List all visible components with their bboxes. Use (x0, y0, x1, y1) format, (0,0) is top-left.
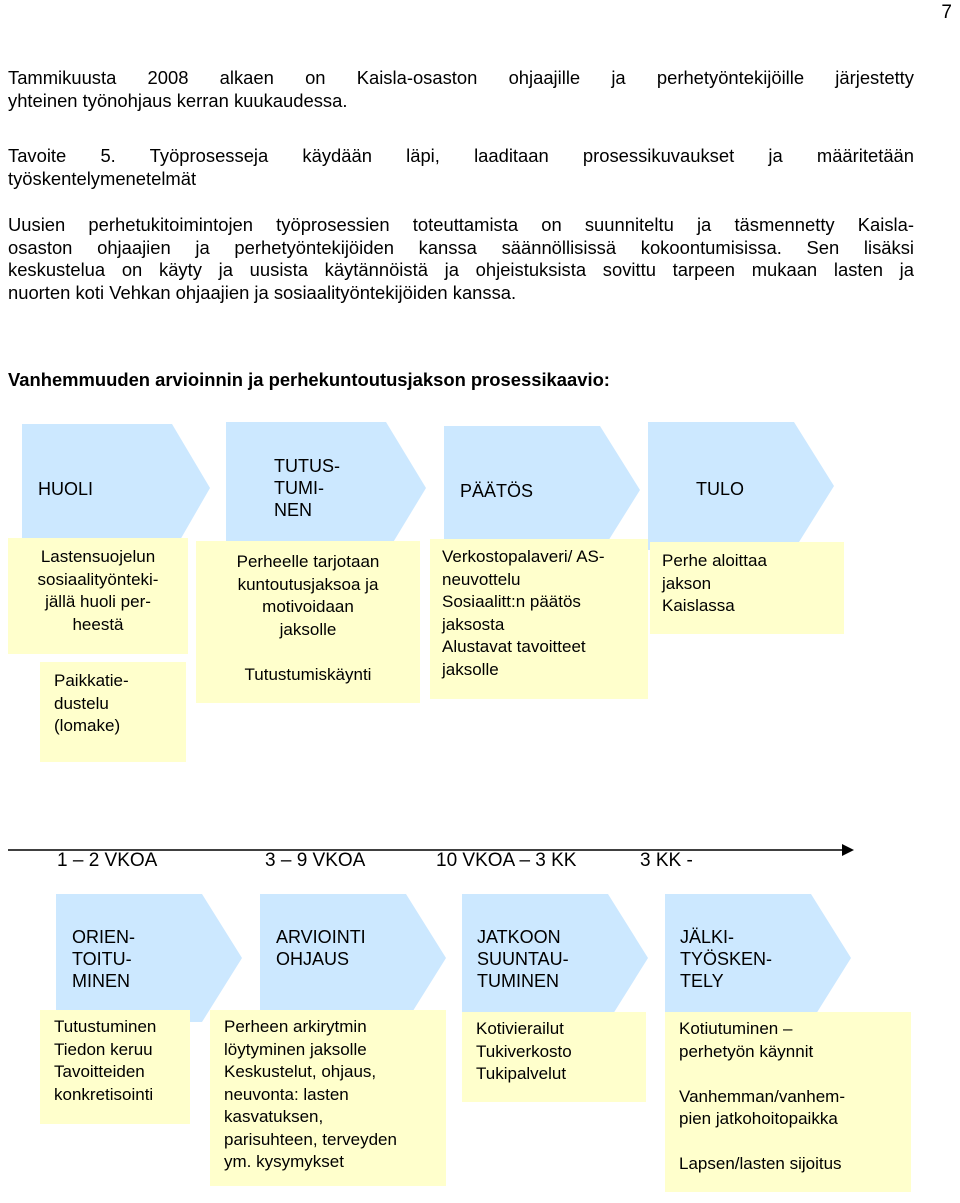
box-huoli-sub: Paikkatie- dustelu (lomake) (40, 662, 186, 762)
paragraph-line: keskustelua on käyty ja uusista käytännöistä ja ohjeistuksista sovittu tarpeen mukaan lasten ja (8, 259, 914, 281)
paragraph-line: nuorten koti Vehkan ohjaajien ja sosiaalityöntekijöiden kanssa. (8, 281, 517, 303)
box-tulo: Perhe aloittaa jakson Kaislassa (650, 542, 844, 634)
paragraph-process (8, 214, 914, 304)
box-tutustuminen: Perheelle tarjotaan kuntoutusjaksoa ja motivoidaan jaksolle Tutustumiskäynti (196, 541, 420, 703)
timeline-label: 3 KK - (640, 850, 693, 871)
phase-label-tulo: TULO (696, 479, 745, 499)
paragraph-line: yhteinen työnohjaus kerran kuukaudessa. (8, 89, 348, 111)
phase-label-tutustuminen: TUTUS- TUMI- NEN (274, 456, 340, 520)
paragraph-intro (8, 67, 914, 112)
goal-heading (8, 145, 914, 190)
goal-line: Tavoite 5. Työprosesseja käydään läpi, laaditaan prosessikuvaukset ja määritetään (8, 145, 914, 166)
box-paatos: Verkostopalaveri/ AS- neuvottelu Sosiaalitt:n päätös jaksosta Alustavat tavoitteet jaksolle (430, 539, 648, 699)
page-number: 7 (941, 2, 952, 23)
phase-label-jatkoon: JATKOON SUUNTAU- TUMINEN (477, 927, 569, 991)
phase-label-orientoituminen: ORIEN- TOITU- MINEN (72, 927, 135, 991)
box-orientoituminen: Tutustuminen Tiedon keruu Tavoitteiden konkretisointi (40, 1010, 190, 1124)
phase-label-paatos: PÄÄTÖS (460, 481, 534, 501)
box-jatkoon: Kotivierailut Tukiverkosto Tukipalvelut (462, 1012, 646, 1102)
goal-line: työskentelymenetelmät (8, 167, 197, 189)
phase-label-huoli: HUOLI (38, 479, 94, 499)
box-arviointi: Perheen arkirytmin löytyminen jaksolle Keskustelut, ohjaus, neuvonta: lasten kasvatuksen, parisuhteen, terveyden ym. kysymykset (210, 1010, 446, 1186)
timeline-label: 3 – 9 VKOA (265, 850, 366, 871)
paragraph-line: osaston ohjaajien ja perhetyöntekijöiden kanssa säännöllisissä kokoontumisissa. Sen lisäksi (8, 236, 914, 258)
diagram-title: Vanhemmuuden arvioinnin ja perhekuntoutusjakson prosessikaavio: (8, 369, 610, 390)
paragraph-line: Uusien perhetukitoimintojen työprosessien toteuttamista on suunniteltu ja täsmennetty Kaisla- (8, 214, 914, 235)
box-jalkityoskentely: Kotiutuminen – perhetyön käynnit Vanhemman/vanhem- pien jatkohoitopaikka Lapsen/lasten sijoitus (665, 1012, 911, 1192)
paragraph-line: Tammikuusta 2008 alkaen on Kaisla-osaston ohjaajille ja perhetyöntekijöille järjestetty (8, 67, 914, 88)
box-huoli: Lastensuojelun sosiaalityönteki- jällä huoli per- heestä (8, 538, 188, 654)
timeline-label: 1 – 2 VKOA (57, 850, 158, 871)
phase-label-jalkityoskentely: JÄLKI- TYÖSKEN- TELY (680, 927, 773, 991)
phase-label-arviointi: ARVIOINTI OHJAUS (276, 927, 366, 969)
timeline-label: 10 VKOA – 3 KK (436, 850, 577, 871)
